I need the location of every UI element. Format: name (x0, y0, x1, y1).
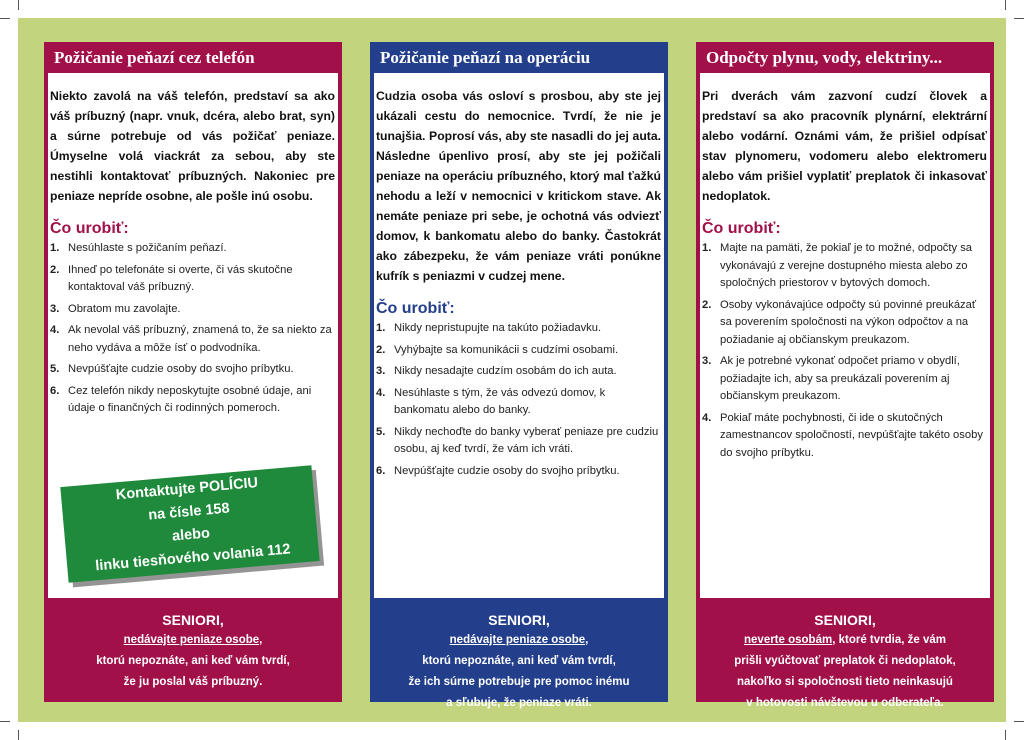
step-item: 1. Nikdy nepristupujte na takúto požiadavku. (376, 322, 602, 334)
section-title: Čo urobiť: (50, 220, 129, 237)
step-item: 4. Pokiaľ máte pochybnosti, či ide o skutočných zamestnancov spoločností, nevpúšťajte takéto osoby do svojho príbytku. (702, 411, 983, 459)
step-item: 3. Obratom mu zavolajte. (50, 302, 181, 315)
footer-heading: SENIORI, (488, 612, 550, 628)
section-title: Čo urobiť: (702, 220, 781, 237)
brochure-sheet (18, 18, 1006, 722)
panel-surgery-loan (370, 42, 668, 709)
step-item: 1. Majte na pamäti, že pokiaľ je to možné, odpočty sa vykonávajú z verejne dostupného miesta alebo zo spoločných priestorov v bytových domoch. (702, 242, 973, 289)
footer-line: nedávajte peniaze osobe, (123, 634, 263, 646)
crop-mark (1005, 730, 1006, 740)
footer-line: neverte osobám, ktoré tvrdia, že vám (744, 634, 946, 646)
step-item: 5. Nikdy nechoďte do banky vyberať peniaze pre cudziu osobu, aj keď tvrdí, že vám ich vráti. (376, 425, 659, 455)
crop-mark (0, 18, 10, 19)
footer-line: v hotovosti návštevou u odberateľa. (746, 697, 944, 709)
step-item: 4. Nesúhlaste s tým, že vás odvezú domov, k bankomatu alebo do banky. (376, 386, 606, 416)
police-contact-box: Kontaktujte POLÍCIU na čísle 158 alebo linku tiesňového volania 112 (60, 465, 319, 583)
steps-list (48, 240, 338, 418)
footer-line: že ju poslal váš príbuzný. (123, 676, 263, 688)
panel-intro: Niekto zavolá na váš telefón, predstaví sa ako váš príbuzný (napr. vnuk, dcéra, alebo brat, syn) a súrne potrebuje od vás požičať peniaze. Úmyselne volá viackrát za sebou, aby ste nestihli kontaktovať príbuzných. Nakoniec pre peniaze nepríde osobne, ale pošle inú osobu. (50, 89, 335, 203)
footer-line: nedávajte peniaze osobe, (449, 634, 589, 646)
panel-intro: Cudzia osoba vás osloví s prosbou, aby ste jej ukázali cestu do nemocnice. Tvrdí, že nie je tunajšia. Poprosí vás, aby ste nasadli do jej auta. Následne úpenlivo prosí, aby ste jej požičali peniaze na operáciu príbuzného, ktorý mal ťažkú nehodu a leží v nemocnici v kritickom stave. Ak nemáte peniaze pri sebe, je ochotná vás odviezť domov, k bankomatu alebo do banky. Častokrát ako zábezpeku, že vám peniaze vráti ponúkne kufrík s peniazmi v cudzej mene. (376, 89, 661, 283)
step-item: 3. Nikdy nesadajte cudzím osobám do ich auta. (376, 365, 617, 377)
panel-meter-readings (696, 42, 994, 709)
crop-mark (1014, 721, 1024, 722)
step-item: 6. Nevpúšťajte cudzie osoby do svojho príbytku. (376, 464, 620, 477)
footer-line: a sľubuje, že peniaze vráti. (446, 697, 592, 709)
crop-mark (18, 0, 19, 10)
steps-list (700, 240, 990, 462)
footer-line: prišli vyúčtovať preplatok či nedoplatok, (734, 655, 956, 667)
panel-footer (44, 598, 342, 702)
step-item: 2. Osoby vykonávajúce odpočty sú povinné preukázať sa poverením spoločnosti na výkon odpočtov a na požiadanie aj občianskym preukazom. (702, 298, 977, 346)
panel-title: Odpočty plynu, vody, elektriny... (696, 42, 994, 73)
steps-list (374, 320, 664, 480)
footer-line: ktorú nepoznáte, ani keď vám tvrdí, (422, 655, 616, 667)
panel-title: Požičanie peňazí cez telefón (44, 42, 342, 73)
step-item: 6. Cez telefón nikdy neposkytujte osobné údaje, ani údaje o finančných či rodinných pomeroch. (50, 384, 312, 414)
panel-footer (696, 598, 994, 709)
panel-footer (370, 598, 668, 709)
panel-intro: Pri dverách vám zazvoní cudzí človek a predstaví sa ako pracovník plynární, elektrární alebo vodární. Oznámi vám, že prišiel odpísať stav plynomeru, vodomeru alebo elektromeru alebo vám prišiel vyplatiť preplatok či inkasovať nedoplatok. (702, 89, 987, 203)
section-title: Čo urobiť: (376, 300, 455, 317)
footer-line: nakoľko si spoločnosti tieto neinkasujú (737, 676, 953, 688)
step-item: 2. Ihneď po telefonáte si overte, či vás skutočne kontaktoval váš príbuzný. (50, 263, 293, 293)
footer-line: že ich súrne potrebuje pre pomoc inému (408, 676, 630, 688)
panel-phone-loan (44, 42, 342, 702)
crop-mark (18, 730, 19, 740)
crop-mark (1005, 0, 1006, 10)
panel-title: Požičanie peňazí na operáciu (370, 42, 668, 73)
crop-mark (0, 721, 10, 722)
footer-heading: SENIORI, (162, 612, 224, 628)
step-item: 4. Ak nevolal váš príbuzný, znamená to, že sa niekto za neho vydáva a môže ísť o podvodníka. (50, 324, 332, 354)
step-item: 5. Nevpúšťajte cudzie osoby do svojho príbytku. (50, 363, 294, 375)
step-item: 3. Ak je potrebné vykonať odpočet priamo v obydlí, požiadajte ich, aby sa preukázali poverením aj občianskym preukazom. (702, 355, 960, 402)
step-item: 1. Nesúhlaste s požičaním peňazí. (50, 242, 227, 254)
step-item: 2. Vyhýbajte sa komunikácii s cudzími osobami. (376, 343, 619, 356)
footer-heading: SENIORI, (814, 612, 876, 628)
footer-line: ktorú nepoznáte, ani keď vám tvrdí, (96, 655, 290, 667)
crop-mark (1014, 18, 1024, 19)
